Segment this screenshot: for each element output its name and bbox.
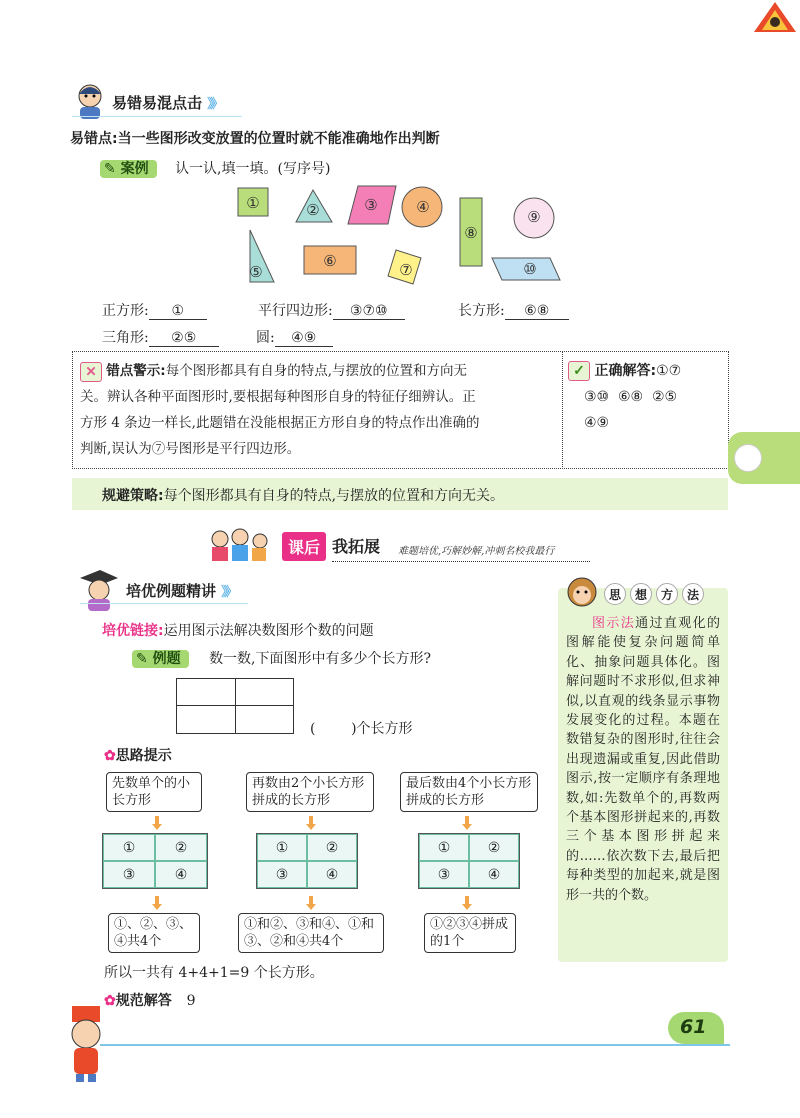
error-point-text: 当一些图形改变放置的位置时就不能准确地作出判断 (117, 131, 440, 147)
warning-divider (562, 351, 563, 469)
standard-label: 规范解答 (115, 993, 172, 1009)
flow-step-2-bottom: ①和②、③和④、①和③、②和④共4个 (238, 913, 384, 953)
answer-triangle-label: 三角形: (102, 330, 149, 346)
hint-title (104, 745, 172, 765)
case-instruction: 认一认,填一填。(写序号) (175, 161, 331, 177)
down-arrow-icon (462, 816, 472, 830)
banner-title-a: 课后 (282, 532, 326, 561)
flower-icon: ✿ (104, 748, 116, 764)
header-underline (72, 116, 242, 117)
warning-line-4: 判断,误认为⑦号图形是平行四边形。 (80, 441, 301, 457)
example-row (132, 648, 431, 668)
page-number: 61 (680, 1016, 707, 1038)
example-tag-label: 例题 (152, 651, 181, 667)
section-header-examples (126, 580, 235, 601)
correct-line-3: ④⑨ (584, 415, 610, 431)
flow-step-3-top: 最后数由4个小长方形拼成的长方形 (400, 772, 538, 812)
chevron-icon: 》》 (221, 585, 235, 600)
section-title: 易错易混点击 (112, 94, 203, 112)
shape-label-6: ⑥ (323, 252, 337, 270)
correct-label: 正确解答: (594, 363, 657, 379)
kids-illustration-icon (206, 525, 270, 563)
strategy-text (102, 485, 504, 505)
bunny-icon (734, 444, 762, 472)
warning-label: 错点警示: (106, 363, 166, 379)
error-point-label: 易错点: (70, 131, 118, 147)
section2-title: 培优例题精讲 (126, 582, 217, 600)
answer-circle-value: ④⑨ (275, 330, 333, 347)
down-arrow-icon (306, 896, 316, 910)
strategy-label: 规避策略: (102, 488, 164, 504)
hint-title-text: 思路提示 (115, 748, 172, 764)
answer-square-label: 正方形: (102, 303, 149, 319)
sidebar-title-char-2: 想 (630, 583, 652, 605)
shape-label-10: ⑩ (523, 260, 537, 278)
flow-step-1-bottom: ①、②、③、④共4个 (108, 913, 200, 953)
cell-3: ③ (257, 861, 307, 888)
graduate-mascot-icon (74, 568, 120, 612)
shape-label-5: ⑤ (249, 263, 263, 281)
example-grid-vline (235, 678, 236, 734)
shape-label-8: ⑧ (464, 224, 478, 242)
cell-2: ② (469, 834, 519, 861)
answer-rectangle (458, 300, 569, 320)
sidebar-title-char-1: 思 (604, 583, 626, 605)
banner-slogan: 难题培优,巧解妙解,冲刺名校我最行 (398, 546, 555, 557)
mascot-icon (70, 80, 110, 120)
sidebar-highlight: 图示法 (592, 616, 636, 631)
cell-2: ② (307, 834, 357, 861)
answer-square (102, 300, 207, 320)
pencil-icon: ✎ (104, 161, 116, 177)
cell-4: ④ (155, 861, 207, 888)
section-header-easy-mistakes (112, 92, 221, 113)
sidebar-title (604, 583, 704, 605)
warning-line-1 (80, 358, 558, 384)
correct-line-1 (568, 358, 726, 384)
case-row (100, 158, 330, 178)
warning-line-3: 方形 4 条边一样长,此题错在没能根据正方形自身的特点作出准确的 (80, 415, 480, 431)
example-blank: ( )个长方形 (310, 721, 413, 737)
sidebar-title-char-4: 法 (682, 583, 704, 605)
flow-grid-2 (256, 833, 358, 889)
flow-step-3-bottom: ①②③④拼成的1个 (424, 913, 516, 953)
answer-parallelogram-label: 平行四边形: (258, 303, 333, 319)
banner-underline (332, 560, 590, 562)
flow-step-1-top: 先数单个的小长方形 (106, 772, 202, 812)
example-tag (132, 650, 189, 668)
answer-rectangle-label: 长方形: (458, 303, 505, 319)
down-arrow-icon (306, 816, 316, 830)
warning-text-1: 每个图形都具有自身的特点,与摆放的位置和方向无 (165, 363, 467, 379)
down-arrow-icon (462, 896, 472, 910)
flower-icon: ✿ (104, 993, 116, 1009)
answer-triangle-value: ②⑤ (149, 330, 219, 347)
shape-label-7: ⑦ (399, 261, 413, 279)
cell-1: ① (257, 834, 307, 861)
strategy-content: 每个图形都具有自身的特点,与摆放的位置和方向无关。 (163, 488, 505, 504)
pencil-icon: ✎ (136, 651, 148, 667)
cell-4: ④ (307, 861, 357, 888)
sidebar-body: 通过直观化的图解能使复杂问题简单化、抽象问题具体化。图解问题时不求形似,但求神似,以直观的线条显示事物发展变化的过程。本题在数错复杂的图形时,往往会出现遗漏或重复,因此借助图示,按一定顺序有条理地数,如:先数单个的,再数两个基本图形拼起来的,再数三个基本图形拼起来的……依次数下去,最后把每种类型的加起来,就是图形一共的个数。 (566, 616, 720, 903)
error-point (70, 128, 440, 148)
down-arrow-icon (152, 816, 162, 830)
warning-line-2: 关。辨认各种平面图形时,要根据每种图形自身的特征仔细辨认。正 (80, 389, 476, 405)
example-grid-hline (176, 705, 294, 706)
link-label: 培优链接: (102, 623, 164, 639)
cell-3: ③ (419, 861, 469, 888)
footer-line (100, 1044, 730, 1046)
down-arrow-icon (152, 896, 162, 910)
sidebar-text (566, 614, 720, 905)
cell-1: ① (419, 834, 469, 861)
cross-icon: ✕ (80, 362, 102, 382)
shape-label-9: ⑨ (527, 208, 541, 226)
standard-answer (104, 990, 196, 1010)
cell-3: ③ (103, 861, 155, 888)
sidebar-title-char-3: 方 (656, 583, 678, 605)
flow-grid-1 (102, 833, 208, 889)
example-question: 数一数,下面图形中有多少个长方形? (209, 651, 432, 667)
cell-4: ④ (469, 861, 519, 888)
cell-1: ① (103, 834, 155, 861)
warning-content (80, 358, 558, 462)
conclusion: 所以一共有 4+4+1=9 个长方形。 (104, 965, 324, 981)
banner-title-b: 我拓展 (332, 537, 381, 556)
case-tag-label: 案例 (120, 161, 149, 177)
case-tag (100, 160, 157, 178)
correct-line-2: ③⑩ ⑥⑧ ②⑤ (584, 389, 678, 405)
answer-circle (256, 327, 333, 347)
flow-step-2-top: 再数由2个小长方形拼成的长方形 (246, 772, 374, 812)
correct-value-1: ①⑦ (656, 363, 682, 379)
answer-parallelogram (258, 300, 405, 320)
answer-triangle (102, 327, 219, 347)
publisher-logo (752, 0, 798, 44)
shape-label-1: ① (246, 194, 260, 212)
shape-label-4: ④ (416, 198, 430, 216)
answer-square-value: ① (149, 303, 207, 320)
footer-mascot-icon (64, 1004, 108, 1084)
shape-label-3: ③ (364, 196, 378, 214)
shape-label-2: ② (306, 201, 320, 219)
flow-grid-3 (418, 833, 520, 889)
header2-underline (80, 603, 248, 604)
standard-value: 9 (186, 993, 196, 1009)
answer-circle-label: 圆: (256, 330, 275, 346)
monkey-mascot-icon (562, 572, 602, 612)
link-text: 运用图示法解决数图形个数的问题 (163, 623, 374, 639)
cell-2: ② (155, 834, 207, 861)
answer-rectangle-value: ⑥⑧ (505, 303, 569, 320)
link-line (102, 620, 374, 640)
check-icon: ✓ (568, 361, 590, 381)
answer-parallelogram-value: ③⑦⑩ (333, 303, 405, 320)
correct-answer (568, 358, 726, 436)
chevron-icon: 》》 (207, 97, 221, 112)
